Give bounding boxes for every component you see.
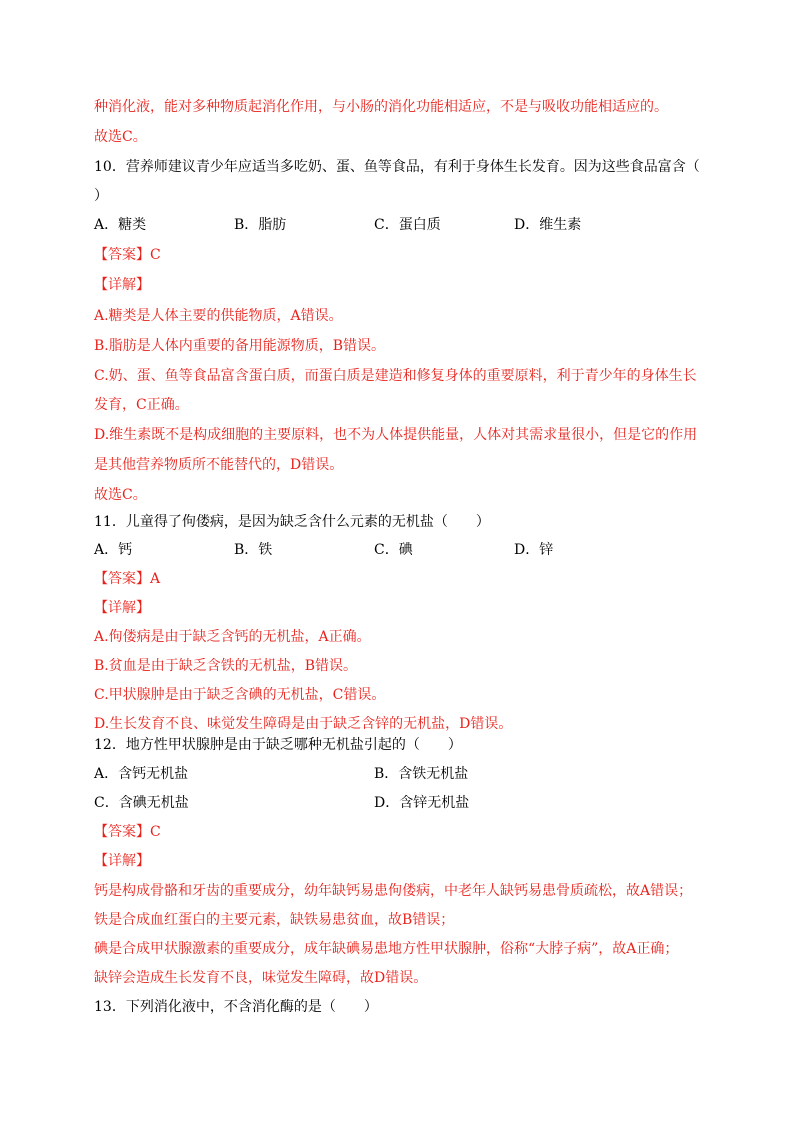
explanation-line: C.甲状腺肿是由于缺乏含碘的无机盐，C错误。 [94,687,386,703]
answer-label: 【答案】C [94,247,161,263]
explanation-line: A.糖类是人体主要的供能物质，A错误。 [94,308,343,324]
explanation-line: 发育，C正确。 [94,397,189,413]
option-a: A．钙 [94,542,133,558]
detail-label: 【详解】 [94,853,150,869]
option-c: C．含碘无机盐 [94,795,189,811]
explanation-line: 种消化液，能对多种物质起消化作用，与小肠的消化功能相适应，不是与吸收功能相适应的。 [94,99,668,115]
answer-label: 【答案】A [94,571,161,587]
choose-line: 故选C。 [94,129,147,145]
question-stem: 12．地方性甲状腺肿是由于缺乏哪种无机盐引起的（ ） [94,737,462,753]
question-stem: 11．儿童得了佝偻病，是因为缺乏含什么元素的无机盐（ ） [94,514,490,530]
explanation-line: 是其他营养物质所不能替代的，D错误。 [94,457,344,473]
explanation-line: 铁是合成血红蛋白的主要元素，缺铁易患贫血，故B错误； [94,912,455,928]
question-stem: 13．下列消化液中，不含消化酶的是（ ） [94,999,378,1015]
explanation-line: D.维生素既不是构成细胞的主要原料，也不为人体提供能量，人体对其需求量很小，但是它的作用 [94,427,698,443]
explanation-line: D.生长发育不良、味觉发生障碍是由于缺乏含锌的无机盐，D错误。 [94,716,513,732]
option-b: B．脂肪 [234,217,287,233]
choose-line: 故选C。 [94,487,147,503]
option-a: A．糖类 [94,217,147,233]
option-c: C．碘 [374,542,413,558]
option-d: D．维生素 [514,217,582,233]
detail-label: 【详解】 [94,277,150,293]
explanation-line: 缺锌会造成生长发育不良，味觉发生障碍，故D错误。 [94,970,428,986]
detail-label: 【详解】 [94,600,150,616]
option-a: A．含钙无机盐 [94,766,189,782]
explanation-line: 碘是合成甲状腺激素的重要成分，成年缺碘易患地方性甲状腺肿，俗称“大脖子病”，故A正确； [94,941,679,957]
explanation-line: A.佝偻病是由于缺乏含钙的无机盐，A正确。 [94,629,371,645]
question-stem: 10．营养师建议青少年应适当多吃奶、蛋、鱼等食品，有利于身体生长发育。因为这些食品富含（ [94,159,700,175]
question-stem-cont: ） [94,188,108,204]
explanation-line: B.脂肪是人体内重要的备用能源物质，B错误。 [94,338,386,354]
explanation-line: C.奶、蛋、鱼等食品富含蛋白质，而蛋白质是建造和修复身体的重要原料，利于青少年的身体生长 [94,368,697,384]
answer-label: 【答案】C [94,824,161,840]
explanation-line: B.贫血是由于缺乏含铁的无机盐，B错误。 [94,658,358,674]
explanation-line: 钙是构成骨骼和牙齿的重要成分，幼年缺钙易患佝偻病，中老年人缺钙易患骨质疏松，故A错误； [94,883,693,899]
option-b: B．铁 [234,542,273,558]
option-d: D．锌 [514,542,554,558]
option-c: C．蛋白质 [374,217,441,233]
option-b: B．含铁无机盐 [374,766,469,782]
option-d: D．含锌无机盐 [374,795,470,811]
